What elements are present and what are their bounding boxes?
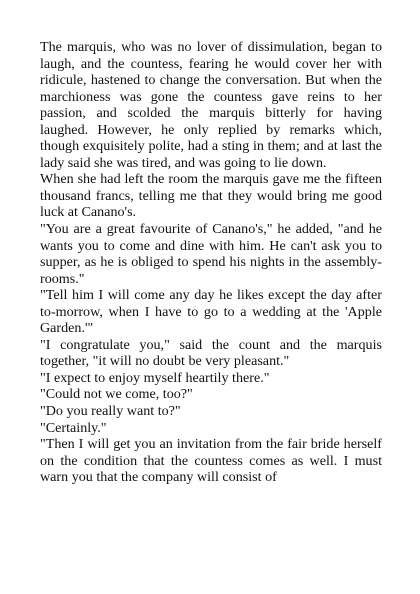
paragraph-8: "Do you really want to?" bbox=[40, 403, 181, 420]
paragraph-5: "I congratulate you," said the count and the marquis together, "it will no doubt be very pleasant." bbox=[40, 336, 382, 370]
paragraph-7: "Could not we come, too?" bbox=[40, 386, 193, 403]
paragraph-4: "Tell him I will come any day he likes except the day after to-morrow, when I have to go to a wedding at the 'Apple Garden.'" bbox=[40, 287, 382, 337]
page-text bbox=[40, 39, 382, 486]
paragraph-3: "You are a great favourite of Canano's," he added, "and he wants you to come and dine with him. He can't ask you to supper, as he is obliged to spend his nights in the assembly-rooms." bbox=[40, 221, 382, 287]
paragraph-2: When she had left the room the marquis gave me the fifteen thousand francs, telling me that they would bring me good luck at Canano's. bbox=[40, 171, 382, 221]
paragraph-1: The marquis, who was no lover of dissimulation, began to laugh, and the countess, fearing he would cover her with ridicule, hastened to change the conversation. But when the marchioness was gone the countess gave reins to her passion, and scolded the marquis bitterly for having laughed. However, he only replied by remarks which, though exquisitely polite, had a sting in them; and at last the lady said she was tired, and was going to lie down. bbox=[40, 39, 382, 171]
paragraph-10: "Then I will get you an invitation from the fair bride herself on the condition that the countess comes as well. I must warn you that the company will consist of bbox=[40, 436, 382, 486]
paragraph-6: "I expect to enjoy myself heartily there." bbox=[40, 369, 270, 386]
paragraph-9: "Certainly." bbox=[40, 419, 107, 436]
